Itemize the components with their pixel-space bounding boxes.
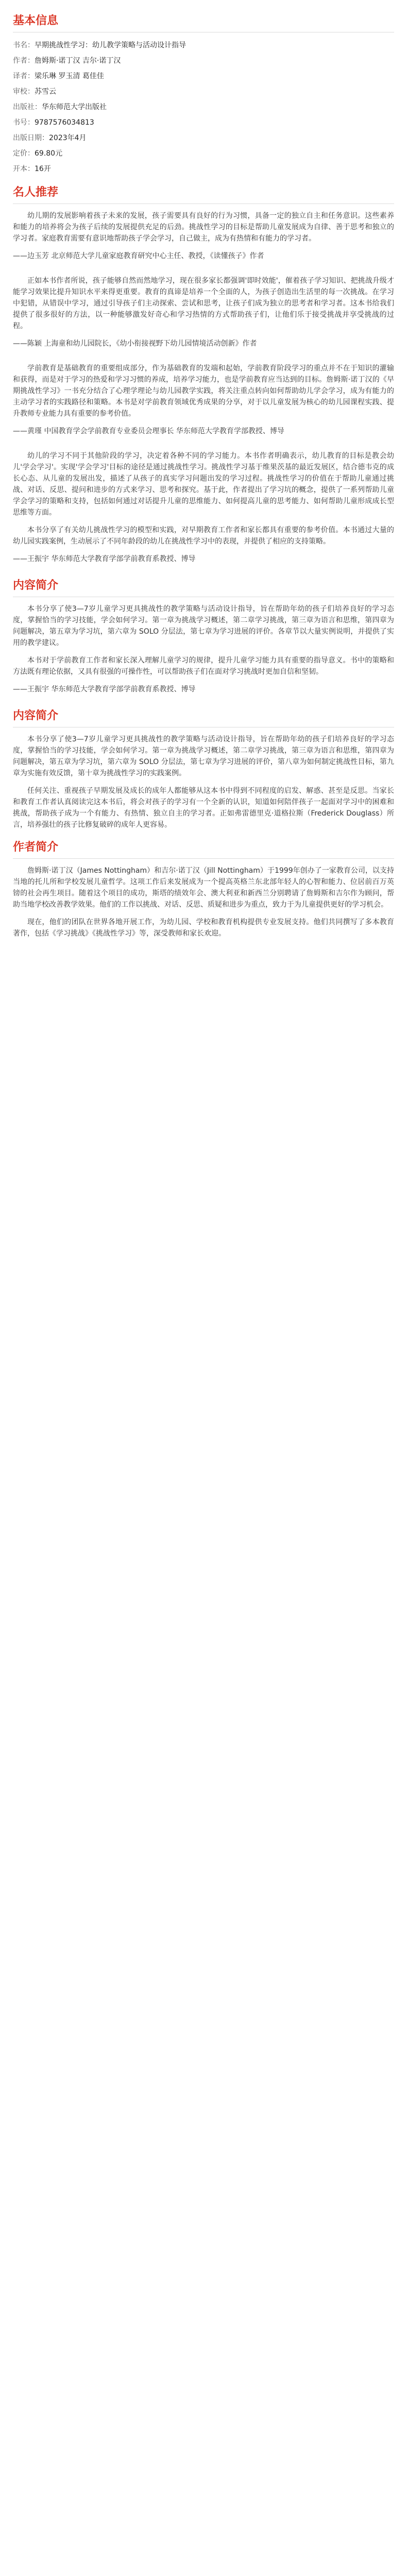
info-value: 梁乐琳 罗玉清 葛佳佳	[35, 72, 104, 80]
recommend-author-line	[13, 553, 394, 565]
quote-author: ——边玉芳 北京师范大学儿童家庭教育研究中心主任、教授，《读懂孩子》作者	[13, 252, 264, 260]
info-row	[13, 39, 394, 52]
info-row	[13, 162, 394, 176]
recommend-author-line	[13, 250, 394, 262]
recommend-paragraph: 本书分享了有关幼儿挑战性学习的模型和实践，对早期教育工作者和家长都具有重要的参考价值。本书通过大量的幼儿园实践案例，生动展示了不同年龄段的幼儿在挑战性学习中的表现，并提供了相应的支持策略。	[13, 526, 394, 546]
info-row	[13, 116, 394, 129]
summary-author-line	[13, 684, 394, 695]
basic-info-section	[13, 13, 394, 176]
quote-author: ——黄瑾 中国教育学会学前教育专业委员会理事长 华东师范大学教育学部教授、博导	[13, 427, 284, 435]
author-section	[13, 840, 394, 939]
section-title-recommend: 名人推荐	[13, 186, 59, 199]
section-title-basic: 基本信息	[13, 14, 59, 27]
recommend-paragraph: 学前教育是基础教育的重要组成部分，作为基础教育的发端和起始，学前教育阶段学习的重点并不在于知识的灌输和获得，而是对于学习的热爱和学习习惯的养成，培养学习能力，也是学前教育应当达到的目标。詹姆斯·诺丁汉的《早期挑战性学习》一书充分结合了心理学理论与幼儿园教学实践，将关注重点转向如何帮助幼儿学会学习，成为有能力的主动学习者的实践路径和策略。本书是对学前教育领域优秀成果的分享，对于以儿童发展为核心的幼儿园课程实践、提升教师专业能力具有重要的参考价值。	[13, 364, 394, 418]
info-value: 詹姆斯·诺丁汉 吉尔·诺丁汉	[35, 57, 121, 65]
recommend-paragraph: 正如本书作者所说，孩子能够自然而然地学习，现在很多家长都强调'即时效能'，催着孩子学习知识、把挑战升级才能学习效果比提升知识水平来得更重要。教育的真谛是培养一个全面的人，为孩子创造出生活里的每一次挑战。在学习中犯错，从错误中学习，通过引导孩子们主动探索、尝试和思考，让孩子们成为独立的思考者和学习者。这本书给我们提供了很多很好的方法，以一种能够激发好奇心和学习热情的方式帮助孩子们，让他们乐于接受挑战并享受挑战的过程。	[13, 277, 394, 330]
paragraph: 本书对于学前教育工作者和家长深入理解儿童学习的规律，提升儿童学习能力具有重要的指导意义。书中的策略和方法既有理论依据，又具有很强的可操作性，可以帮助孩子们在面对学习挑战时更加自信和坚韧。	[13, 656, 394, 676]
summary-section-1	[13, 578, 394, 695]
basic-info-list	[13, 39, 394, 176]
info-row	[13, 54, 394, 67]
quote-author: ——王振宇 华东师范大学教育学部学前教育系教授、博导	[13, 685, 196, 693]
summary-paragraphs	[13, 603, 394, 677]
info-row	[13, 131, 394, 145]
page	[0, 0, 407, 966]
info-label: 出版日期：	[13, 134, 49, 142]
info-value: 69.80元	[35, 149, 63, 158]
paragraph: 詹姆斯·诺丁汉（James Nottingham）和吉尔·诺丁汉（Jill Nottingham）于1999年创办了一家教育公司，以支持当地的托儿所和学校发展儿童哲学。这项工作后来发展成为一个提高英格兰东北部年轻人的心智和能力、位居前百万英镑的社会再生项目。随着这个项目的成功，斯塔的绩效年会、澳大利亚和新西兰分别聘请了詹姆斯和吉尔作为顾问，帮助当地学校改善教学效果。他们的工作以挑战、对话、反思、质疑和进步为重点，致力于为儿童提供更好的学习机会。	[13, 867, 394, 909]
quote-author: ——陈颖 上海童和幼儿园院长，《幼小衔接视野下幼儿园情境活动创新》作者	[13, 340, 257, 348]
info-label: 译者：	[13, 72, 35, 80]
section-title-summary: 内容简介	[13, 709, 59, 722]
info-row	[13, 70, 394, 83]
recommend-block	[13, 275, 394, 349]
info-value: 早期挑战性学习：幼儿教学策略与活动设计指导	[35, 41, 186, 49]
paragraph: 任何关注、重视孩子早期发展及成长的成年人都能够从这本书中得到不同程度的启发、解惑、甚至是反思。当家长和教育工作者认真阅读完这本书后，将会对孩子的学习有一个全新的认识，知道如何陪伴孩子一起面对学习中的困难和挑战，帮助孩子成为一个有能力、有热情、独立自主的学习者。正如弗雷德里克·道格拉斯（Frederick Douglass）所言，培养强壮的孩子比修复破碎的成年人更容易。	[13, 787, 394, 829]
info-value: 华东师范大学出版社	[42, 103, 107, 111]
recommend-author-line	[13, 426, 394, 437]
paragraph: 本书分享了使3—7岁儿童学习更具挑战性的教学策略与活动设计指导，旨在帮助年幼的孩子们培养良好的学习态度，掌握恰当的学习技能，学会如何学习。第一章为挑战学习概述，第二章学习挑战，第三章为语言和思维，第四章为问题解决，第五章为学习坑，第六章为 SOLO 分层法，第七章为学习进展的评价。各章节以大量实例说明，并提供了实用的教学建议。	[13, 605, 394, 647]
author-paragraphs	[13, 865, 394, 939]
recommend-block	[13, 210, 394, 262]
recommend-paragraph: 幼儿期的发展影响着孩子未来的发展，孩子需要具有良好的行为习惯，具备一定的独立自主和任务意识。这些素养和能力的培养将会为孩子后续的发展提供充足的后劲。挑战性学习的目标是帮助儿童发展成为自律、善于思考和独立的学习者。家庭教育需要有意识地帮助孩子学会学习，自己做主，成为有热情和有能力的学习者。	[13, 212, 394, 243]
info-value: 2023年4月	[49, 134, 87, 142]
paragraph: 现在，他们的团队在世界各地开展工作，为幼儿园、学校和教育机构提供专业发展支持。他们共同撰写了多本教育著作，包括《学习挑战》《挑战性学习》等，深受教师和家长欢迎。	[13, 918, 394, 938]
recommend-paragraph: 幼儿的学习不同于其他阶段的学习，决定着各种不同的学习能力。本书作者明确表示，幼儿教育的目标是教会幼儿'学会学习'。实现'学会学习'目标的途径是通过挑战性学习。挑战性学习基于维果茨基的最近发展区，结合德韦克的成长心态、从儿童的发展出发，描述了从孩子的真实学习问题出发的学习过程。挑战性学习的价值在于帮助儿童通过挑战、对话、反思、提问和进步的方式来学习、思考和探究。基于此，作者提出了学习坑的概念，提供了一系列帮助儿童学会学习的策略和支持，包括如何通过对话提升儿童的思维能力、如何提高儿童的思考能力、如何帮助儿童形成成长型思维等方面。	[13, 452, 394, 517]
info-label: 定价：	[13, 149, 35, 158]
info-value: 16开	[35, 165, 51, 173]
summary-section-2	[13, 708, 394, 831]
quote-author: ——王振宇 华东师范大学教育学部学前教育系教授、博导	[13, 555, 196, 563]
info-label: 作者：	[13, 57, 35, 65]
section-title-summary: 内容简介	[13, 579, 59, 592]
info-label: 书名：	[13, 41, 35, 49]
info-label: 开本：	[13, 165, 35, 173]
info-value: 苏雪云	[35, 88, 56, 96]
recommend-author-line	[13, 338, 394, 349]
recommend-block	[13, 363, 394, 437]
info-row	[13, 147, 394, 160]
paragraph: 本书分享了使3—7岁儿童学习更具挑战性的教学策略与活动设计指导，旨在帮助年幼的孩子们培养良好的学习态度，掌握恰当的学习技能，学会如何学习。第一章为挑战学习概述，第二章学习挑战，第三章为语言和思维，第四章为问题解决，第五章为学习坑，第六章为 SOLO 分层法，第七章为学习进展的评价，第八章为如何制定挑战性目标，第九章为实施有效反馈，第十章为挑战性学习的实践案例。	[13, 735, 394, 777]
info-row	[13, 85, 394, 98]
info-label: 审校：	[13, 88, 35, 96]
section-title-authors: 作者简介	[13, 841, 59, 854]
info-row	[13, 100, 394, 114]
summary-paragraphs	[13, 734, 394, 831]
recommend-list	[13, 210, 394, 565]
divider	[13, 858, 394, 859]
info-label: 出版社：	[13, 103, 42, 111]
info-label: 书号：	[13, 118, 35, 127]
info-value: 9787576034813	[35, 118, 94, 127]
recommend-block	[13, 450, 394, 565]
recommend-section	[13, 185, 394, 565]
